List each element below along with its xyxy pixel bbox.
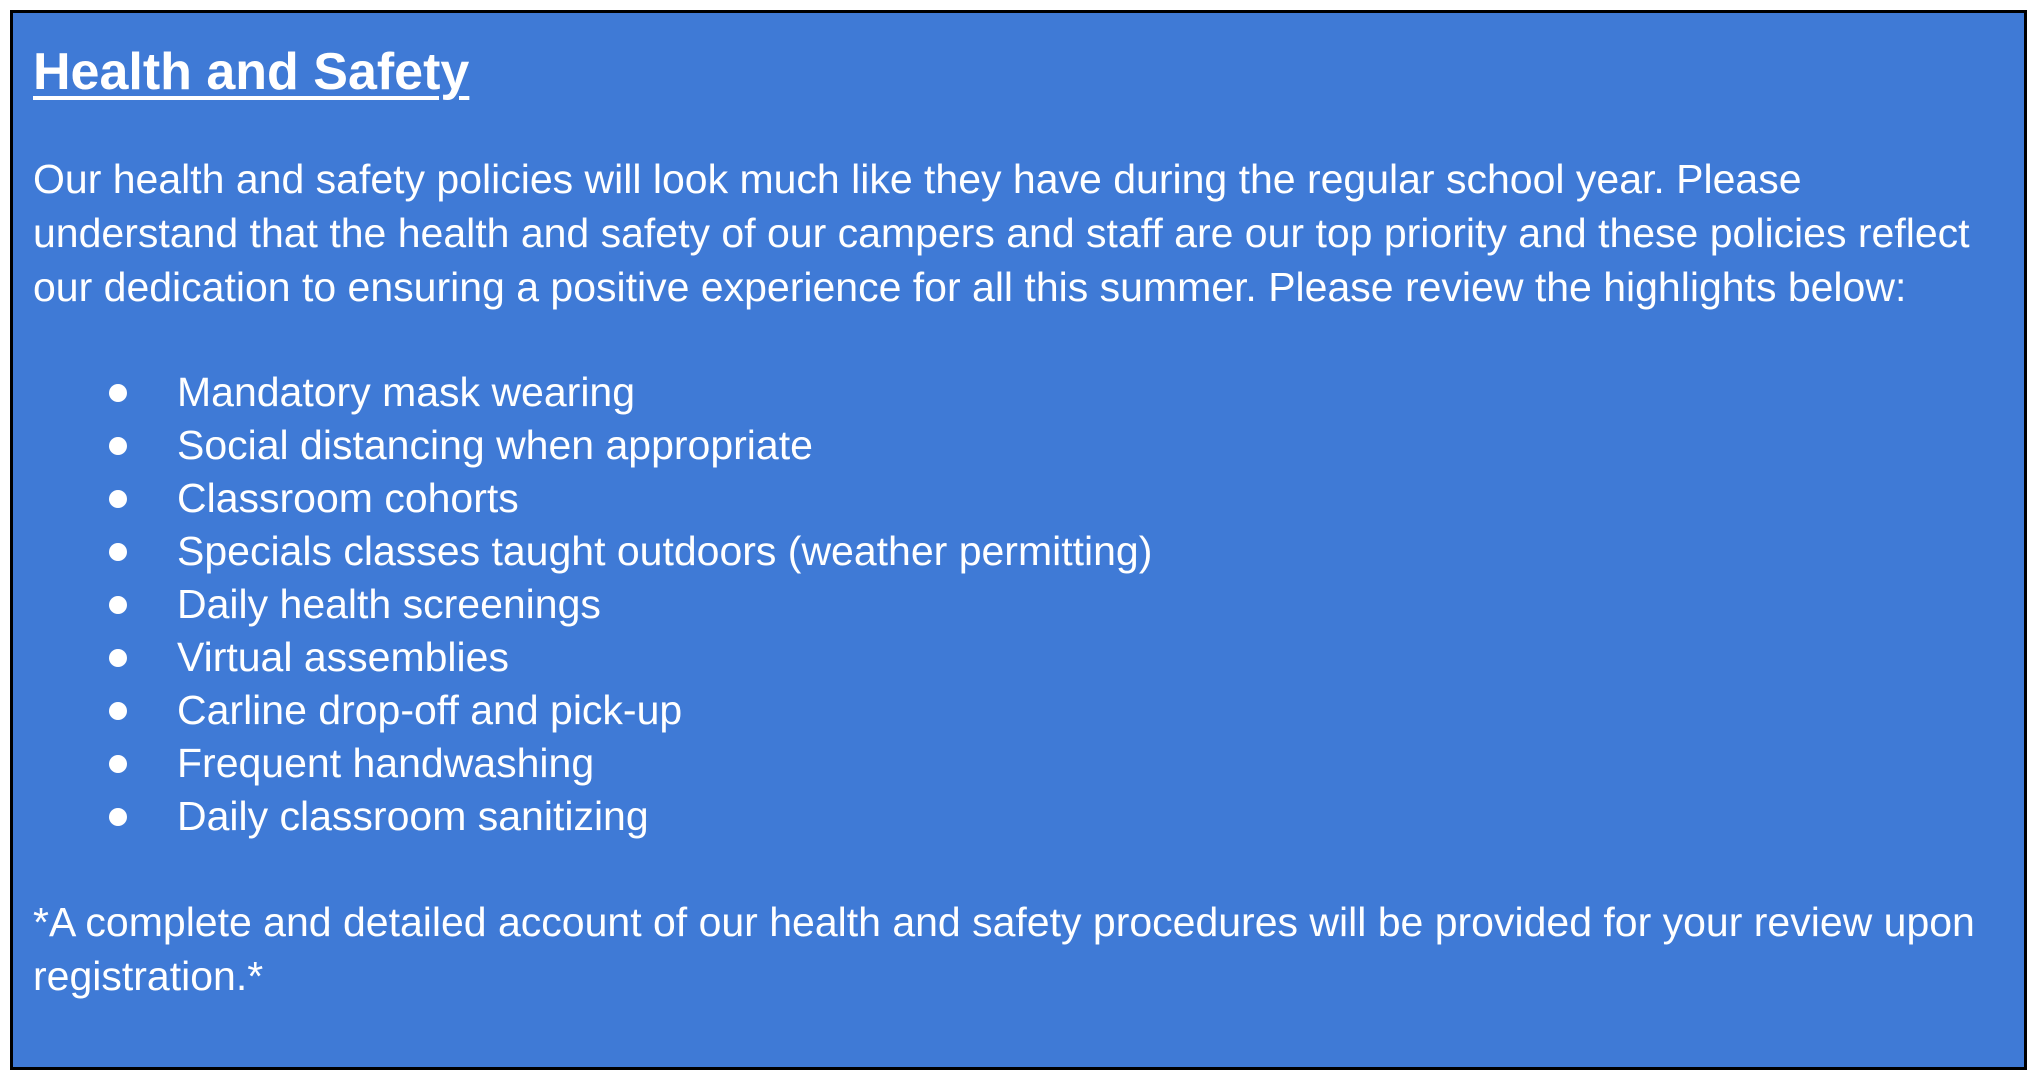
highlights-list	[33, 366, 2004, 843]
health-safety-panel	[10, 10, 2027, 1070]
list-item	[33, 790, 2004, 843]
bullet-dot-icon	[109, 543, 127, 561]
bullet-dot-icon	[109, 384, 127, 402]
list-item	[33, 366, 2004, 419]
list-item	[33, 684, 2004, 737]
bullet-dot-icon	[109, 437, 127, 455]
list-item-text: Virtual assemblies	[177, 634, 509, 680]
list-item-text: Social distancing when appropriate	[177, 422, 813, 468]
list-item	[33, 631, 2004, 684]
list-item-text: Classroom cohorts	[177, 475, 519, 521]
list-item	[33, 419, 2004, 472]
bullet-dot-icon	[109, 596, 127, 614]
list-item	[33, 737, 2004, 790]
bullet-dot-icon	[109, 649, 127, 667]
bullet-dot-icon	[109, 808, 127, 826]
list-item-text: Specials classes taught outdoors (weather permitting)	[177, 528, 1153, 574]
bullet-dot-icon	[109, 490, 127, 508]
list-item-text: Frequent handwashing	[177, 740, 595, 786]
section-title: Health and Safety	[33, 43, 470, 101]
list-item-text: Daily classroom sanitizing	[177, 793, 649, 839]
list-item-text: Daily health screenings	[177, 581, 601, 627]
bullet-dot-icon	[109, 755, 127, 773]
list-item	[33, 578, 2004, 631]
footer-note: *A complete and detailed account of our health and safety procedures will be provided for your review upon registration.*	[33, 899, 1975, 999]
intro-paragraph: Our health and safety policies will look much like they have during the regular school year. Please understand that the health and safety of our campers and staff are our top priority and these policies reflect our dedication to ensuring a positive experience for all this summer. Please review the highlights below:	[33, 156, 1970, 310]
bullet-dot-icon	[109, 702, 127, 720]
list-item	[33, 525, 2004, 578]
list-item-text: Mandatory mask wearing	[177, 369, 636, 415]
list-item	[33, 472, 2004, 525]
list-item-text: Carline drop-off and pick-up	[177, 687, 683, 733]
